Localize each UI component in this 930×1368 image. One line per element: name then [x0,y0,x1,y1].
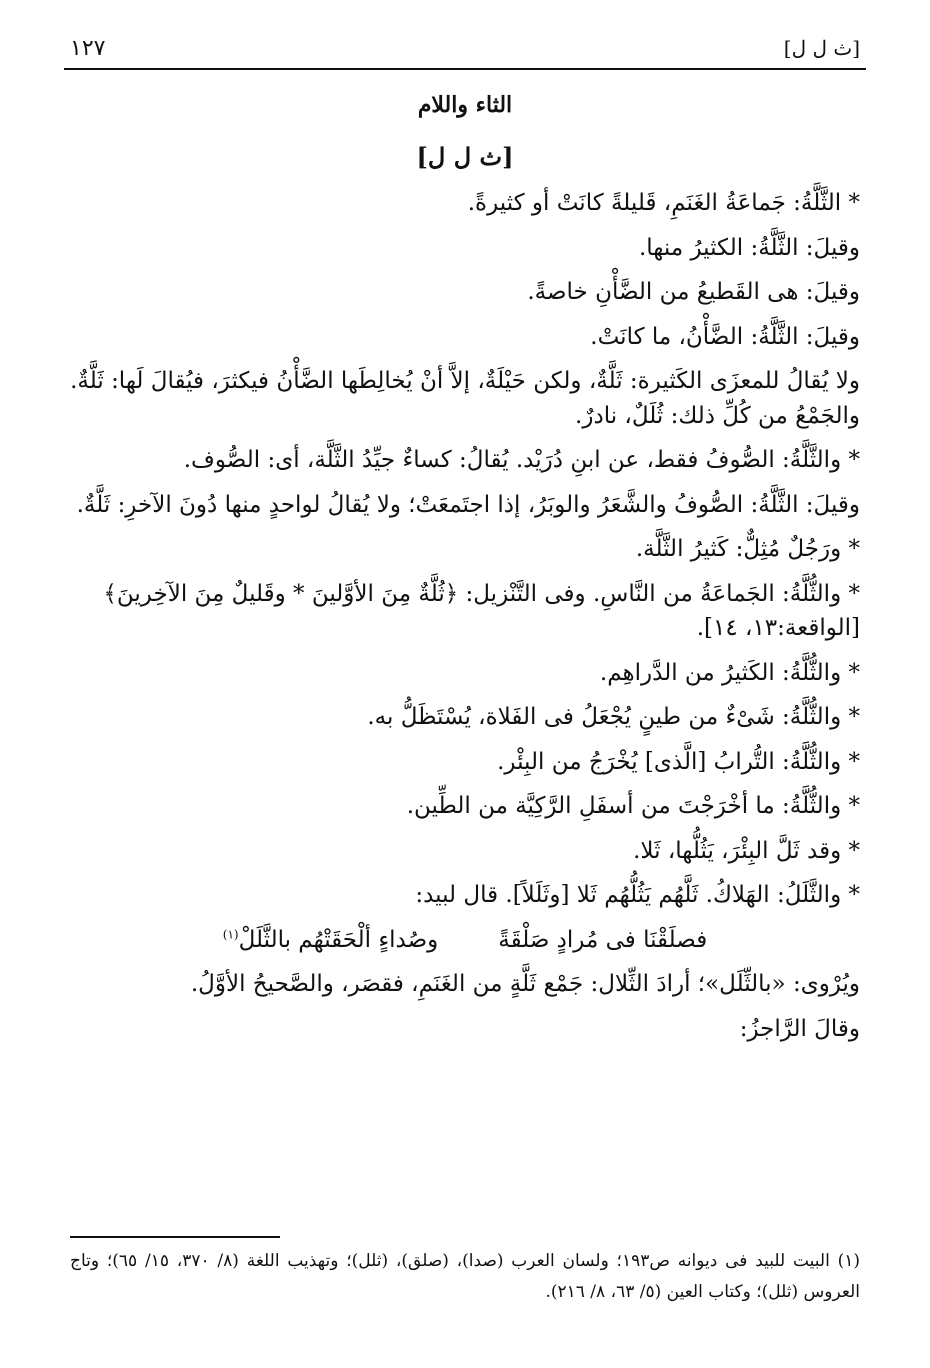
paragraph: * والثُّلَّةُ: التُّرابُ [الَّذى] يُخْرَجُ من البِئْر. [497,748,860,775]
verse-first-hemistich: فصلَقْنَا فى مُرادٍ صَلْقَةً [498,926,708,953]
paragraph: ولا يُقالُ للمعزَى الكَثيرة: ثَلَّةٌ، ولكن حَيْلَةٌ، إلاَّ أنْ يُخالِطَها الضَّأْنُ فيكثرَ، فيُقالَ لَها: ثَلَّةٌ. والجَمْعُ من كُلِّ ذلك: ثُلَلٌ، نادرٌ. [70,368,860,429]
paragraph: * والثُّلَّةُ: شَىْءٌ من طينٍ يُجْعَلُ فى الفَلاة، يُسْتَظَلُّ به. [367,704,860,730]
paragraph: * والثُّلَّةُ: الجَماعَةُ من النَّاسِ. وفى التَّنْزيل: ﴿ثُلَّةٌ مِنَ الأوَّلينَ * وقَليلٌ مِنَ الآخِرينَ﴾ [الواقعة:١٣، ١٤]. [103,580,860,641]
paragraph: ويُرْوى: «بالثِّلَل»؛ أرادَ الثِّلال: جَمْع ثَلَّةٍ من الغَنَمِ، فقصَر، والصَّحيحُ الأوَّلُ. [190,971,860,997]
section-title: الثاء واللام [417,92,513,118]
paragraph: وقيلَ: الثَّلَّةُ: الكثيرُ منها. [638,234,860,261]
paragraph: * والثُّلَّةُ: الكَثيرُ من الدَّراهِم. [599,659,860,686]
poetry-verse [70,923,860,958]
section-root: [ث ل ل] [416,142,514,171]
page-header [64,30,866,70]
verse-second-hemistich [223,923,438,958]
paragraph: * وقد ثَلَّ البِئْرَ، يَثُلُّها، ثَلا. [633,837,860,864]
verse-second-text: وصُداءٍ ألْحَقَتْهُم بالثَّلَلْ [238,926,439,953]
paragraph: * والثُّلَّةُ: ما أخْرَجْتَ من أسفَلِ الرَّكِيَّة من الطِّين. [406,793,860,819]
entry-body [70,186,860,1056]
paragraph: * ورَجُلٌ مُثِلٌّ: كَثيرُ الثَّلَّة. [635,536,860,562]
paragraph: * الثَّلَّةُ: جَماعَةُ الغَنَمِ، قَليلةً كانَتْ أو كثيرةً. [467,190,860,216]
page-number: ١٢٧ [70,36,106,61]
paragraph: وقالَ الرَّاجزُ: [739,1015,860,1042]
paragraph: وقيلَ: هى القَطيعُ من الضَّأْنِ خاصةً. [527,279,860,305]
footnote: (١) البيت للبيد فى ديوانه ص١٩٣؛ ولسان العرب (صدا)، (صلق)، (ثلل)؛ وتهذيب اللغة (٨/ ٣٧٠، ١٥/ ٦٥)؛ وتاج العروس (ثلل)؛ وكتاب العين (٥/ ٦٣، ٨/ ٢١٦). [70,1251,861,1302]
running-head-root: [ث ل ل] [783,36,860,60]
paragraph: وقيلَ: الثَّلَّةُ: الضَّأْنُ، ما كانَتْ. [590,323,860,350]
paragraph: * والثَّلَلُ: الهَلاكُ. ثَلَّهُم يَثُلُّهُم ثَلا [وثَلَلاً]. قال لبيد: [415,882,860,908]
footnote-divider [70,1236,280,1238]
paragraph: وقيلَ: الثَّلَّةُ: الصُّوفُ والشَّعَرُ والوبَرُ، إذا اجتَمعَتْ؛ ولا يُقالُ لواحدٍ منها دُونَ الآخرِ: ثَلَّةٌ. [76,491,860,518]
paragraph: * والثَّلَّةُ: الصُّوفُ فقط، عن ابنِ دُرَيْد. يُقالُ: كساءٌ جيِّدُ الثَّلَّة، أى: الصُّوف. [183,447,860,473]
footnote-marker: (١) [222,926,239,941]
header-rule [64,68,866,70]
